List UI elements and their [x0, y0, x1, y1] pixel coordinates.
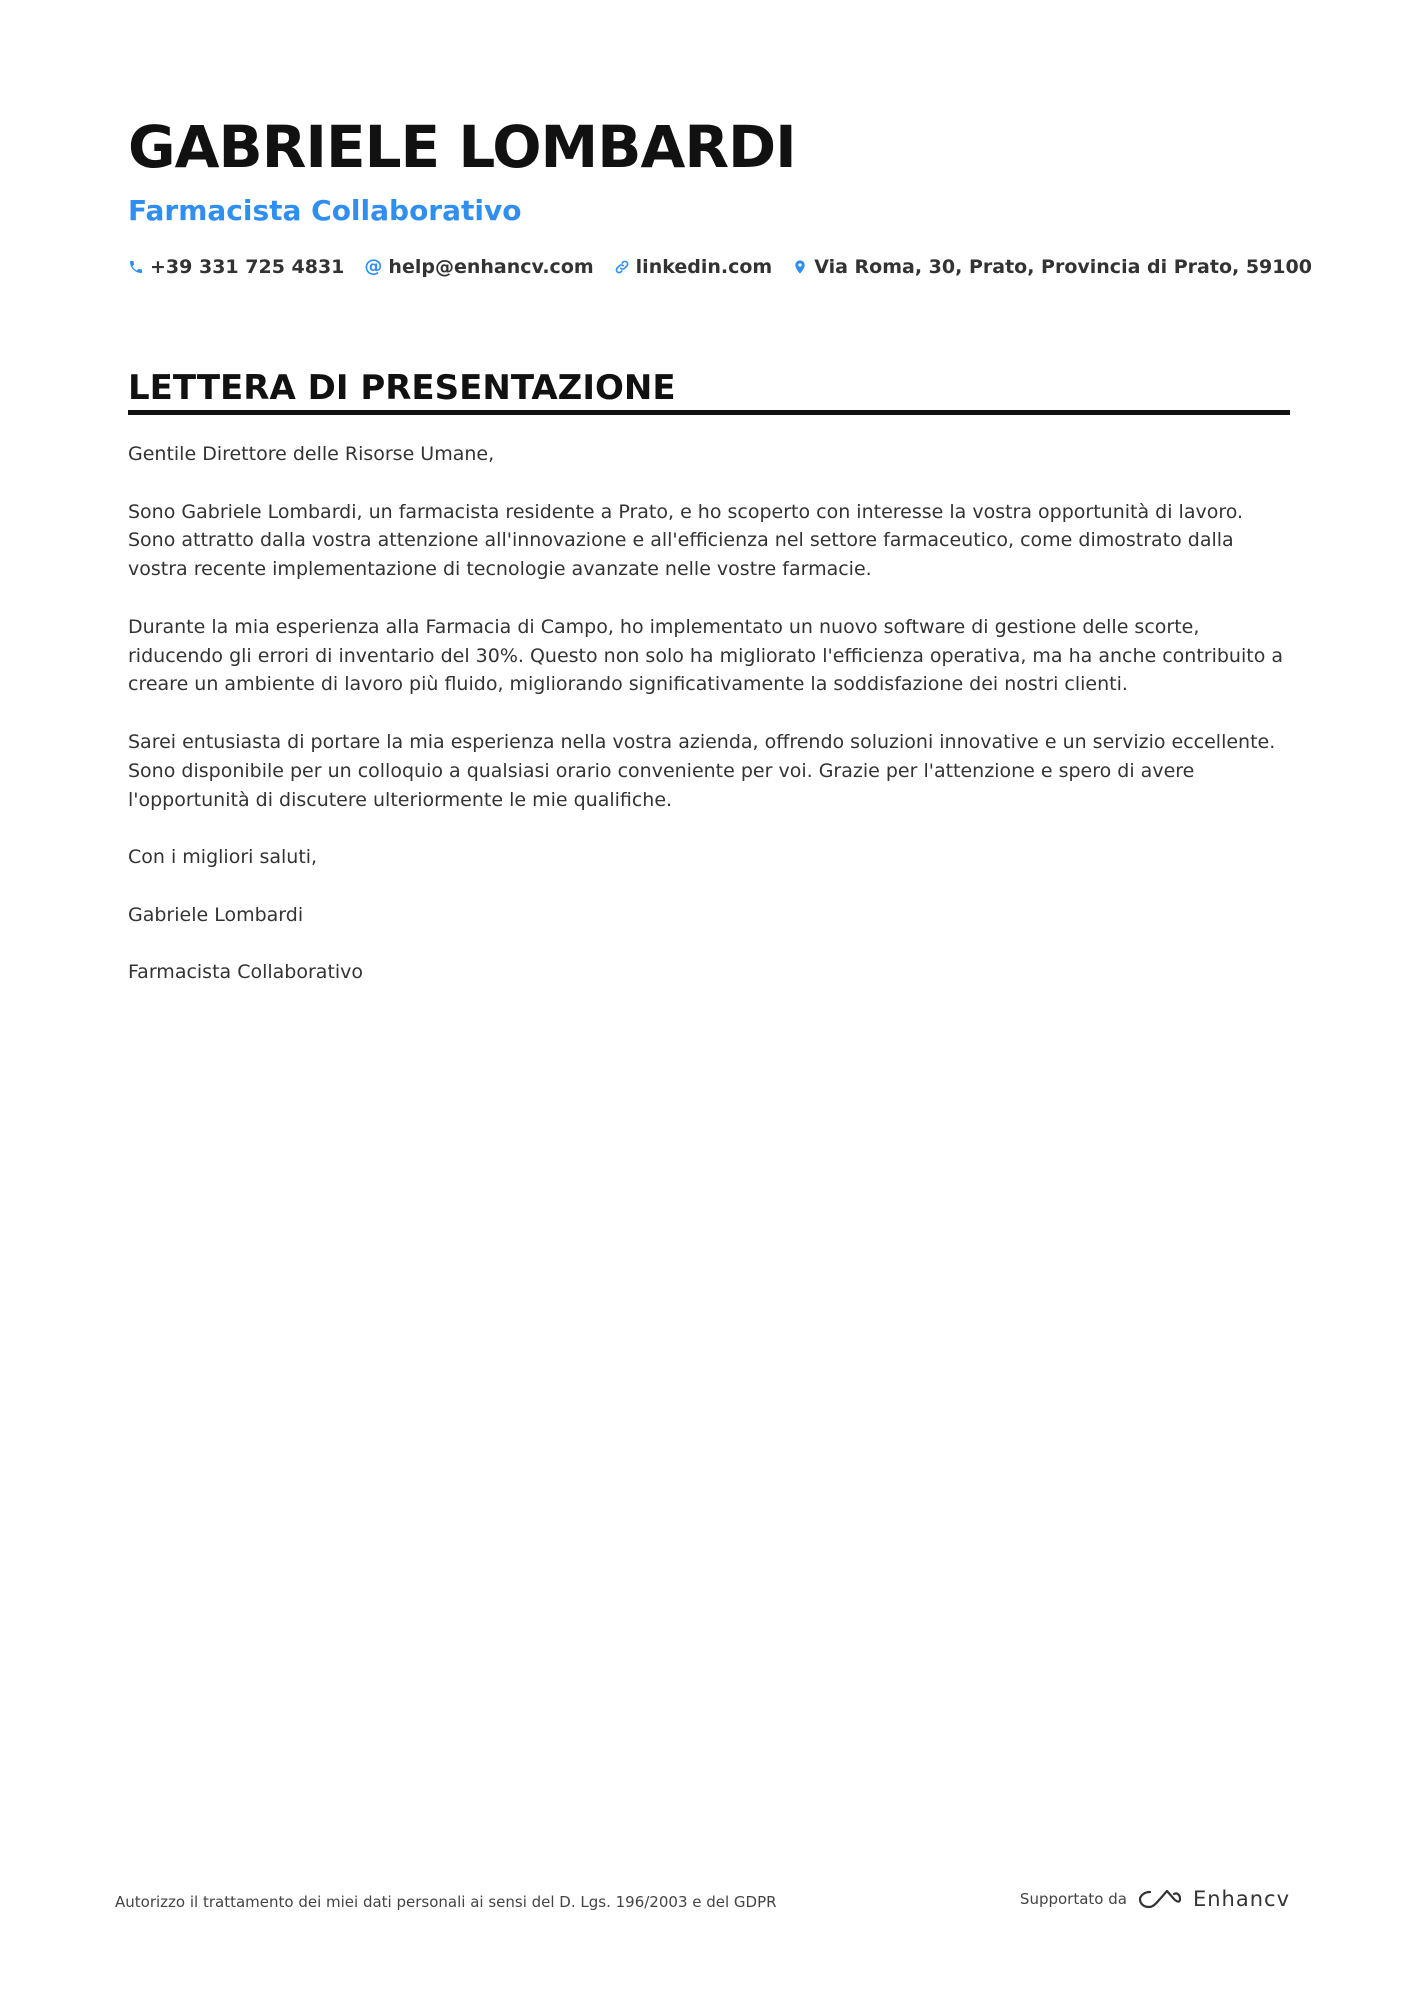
contact-email	[364, 253, 593, 281]
paragraph-closing: Sarei entusiasta di portare la mia esperienza nella vostra azienda, offrendo soluzioni innovative e un servizio eccellente. Sono disponibile per un colloquio a qualsiasi orario conveniente per voi. Grazie per l'attenzione e spero di avere l'opportunità di discutere ulteriormente le mie qualifiche.	[128, 730, 1276, 811]
location-pin-icon	[792, 259, 808, 275]
paragraph-experience: Durante la mia esperienza alla Farmacia di Campo, ho implementato un nuovo software di gestione delle scorte, riducendo gli errori di inventario del 30%. Questo non solo ha migliorato l'efficienza operativa, ma ha anche contribuito a creare un ambiente di lavoro più fluido, migliorando significativamente la soddisfazione dei nostri clienti.	[128, 615, 1284, 696]
section-divider	[128, 410, 1290, 415]
contact-linkedin	[614, 253, 773, 281]
section-title: LETTERA DI PRESENTAZIONE	[128, 368, 676, 408]
applicant-title: Farmacista Collaborativo	[128, 194, 522, 227]
at-icon: @	[364, 256, 383, 277]
privacy-consent: Autorizzo il trattamento dei miei dati personali ai sensi del D. Lgs. 196/2003 e del GDPR	[115, 1893, 777, 1911]
contact-email-text: help@enhancv.com	[388, 256, 594, 278]
paragraph-intro: Sono Gabriele Lombardi, un farmacista residente a Prato, e ho scoperto con interesse la vostra opportunità di lavoro. Sono attratto dalla vostra attenzione all'innovazione e all'efficienza nel settore farmaceutico, come dimostrato dalla vostra recente implementazione di tecnologie avanzate nelle vostre farmacie.	[128, 500, 1244, 581]
powered-by	[1020, 1886, 1290, 1912]
phone-icon	[128, 259, 144, 275]
contact-address	[792, 253, 1312, 281]
brand-name: Enhancv	[1192, 1887, 1290, 1911]
contact-phone-text: +39 331 725 4831	[150, 256, 345, 278]
supported-by-label: Supportato da	[1019, 1890, 1127, 1908]
link-icon	[614, 259, 630, 275]
signature-name: Gabriele Lombardi	[128, 903, 304, 926]
letter-body	[128, 440, 1290, 1016]
applicant-name: GABRIELE LOMBARDI	[128, 113, 796, 181]
enhancv-logo-icon	[1137, 1886, 1183, 1912]
salutation: Gentile Direttore delle Risorse Umane,	[128, 443, 495, 465]
closing: Con i migliori saluti,	[128, 846, 318, 869]
signature-title: Farmacista Collaborativo	[128, 961, 364, 984]
contact-address-text: Via Roma, 30, Prato, Provincia di Prato, 59100	[814, 256, 1312, 278]
contact-phone	[128, 253, 344, 281]
contact-bar	[128, 253, 1312, 281]
contact-linkedin-text: linkedin.com	[635, 256, 773, 278]
